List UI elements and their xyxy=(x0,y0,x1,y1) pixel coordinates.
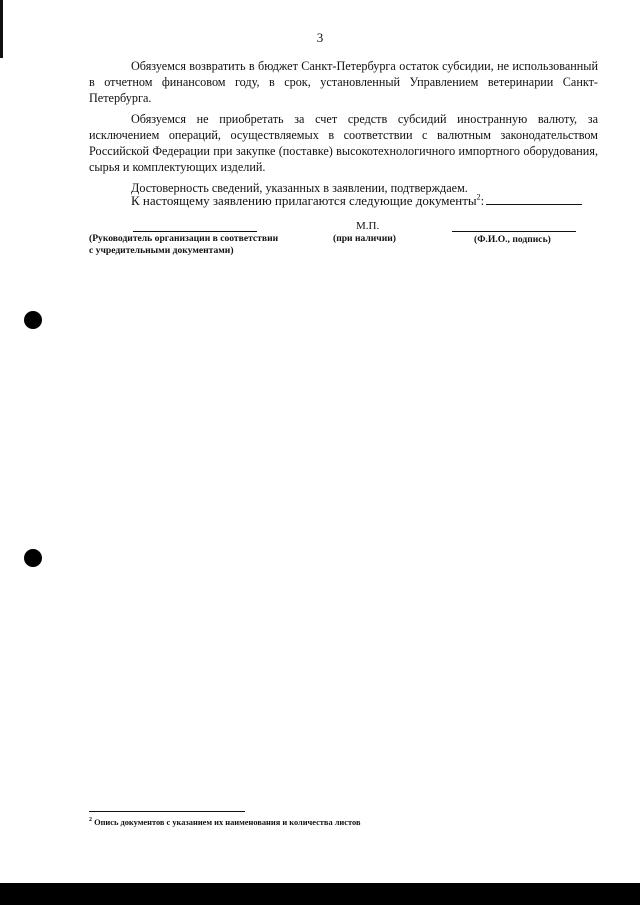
attachments-colon: : xyxy=(480,193,485,208)
footnote-rule xyxy=(89,811,245,812)
head-caption-line1: (Руководитель организации в соответствии xyxy=(89,233,279,244)
attachments-blank-field xyxy=(486,192,582,205)
head-caption-line2: с учредительными документами) xyxy=(89,244,234,256)
scan-bottom-edge xyxy=(0,883,640,905)
seal-caption: (при наличии) xyxy=(333,233,396,244)
seal-label: М.П. xyxy=(356,220,380,232)
attachments-line xyxy=(131,192,582,209)
footnote xyxy=(89,817,360,827)
paragraph-confirmation: Достоверность сведений, указанных в заявлении, подтверждаем. xyxy=(131,181,468,195)
paragraph-return-subsidy: Обязуемся возвратить в бюджет Санкт-Петербурга остаток субсидии, не использованный в отчетном финансовом году, в срок, установленный Управлением ветеринарии Санкт-Петербурга. xyxy=(89,59,598,105)
scan-edge xyxy=(0,0,3,58)
footnote-mark: 2 xyxy=(89,817,92,823)
body-text xyxy=(89,58,598,204)
name-signature-line xyxy=(452,231,576,232)
paragraph-currency: Обязуемся не приобретать за счет средств субсидий иностранную валюту, за исключением операций, осуществляемых в соответствии с валютным законодательством Российской Федерации при закупке (поставке) высокотехнологичного импортного оборудования, сырья и комплектующих изделий. xyxy=(89,112,598,174)
punch-hole xyxy=(24,549,42,567)
head-caption xyxy=(89,233,289,256)
attachments-text: К настоящему заявлению прилагаются следующие документы xyxy=(131,193,477,208)
head-signature-line xyxy=(133,231,257,232)
punch-hole xyxy=(24,311,42,329)
footnote-ref: 2 xyxy=(476,192,481,202)
name-caption: (Ф.И.О., подпись) xyxy=(474,234,551,245)
page-number: 3 xyxy=(316,30,324,45)
footnote-text: Опись документов с указанием их наименования и количества листов xyxy=(94,817,361,827)
